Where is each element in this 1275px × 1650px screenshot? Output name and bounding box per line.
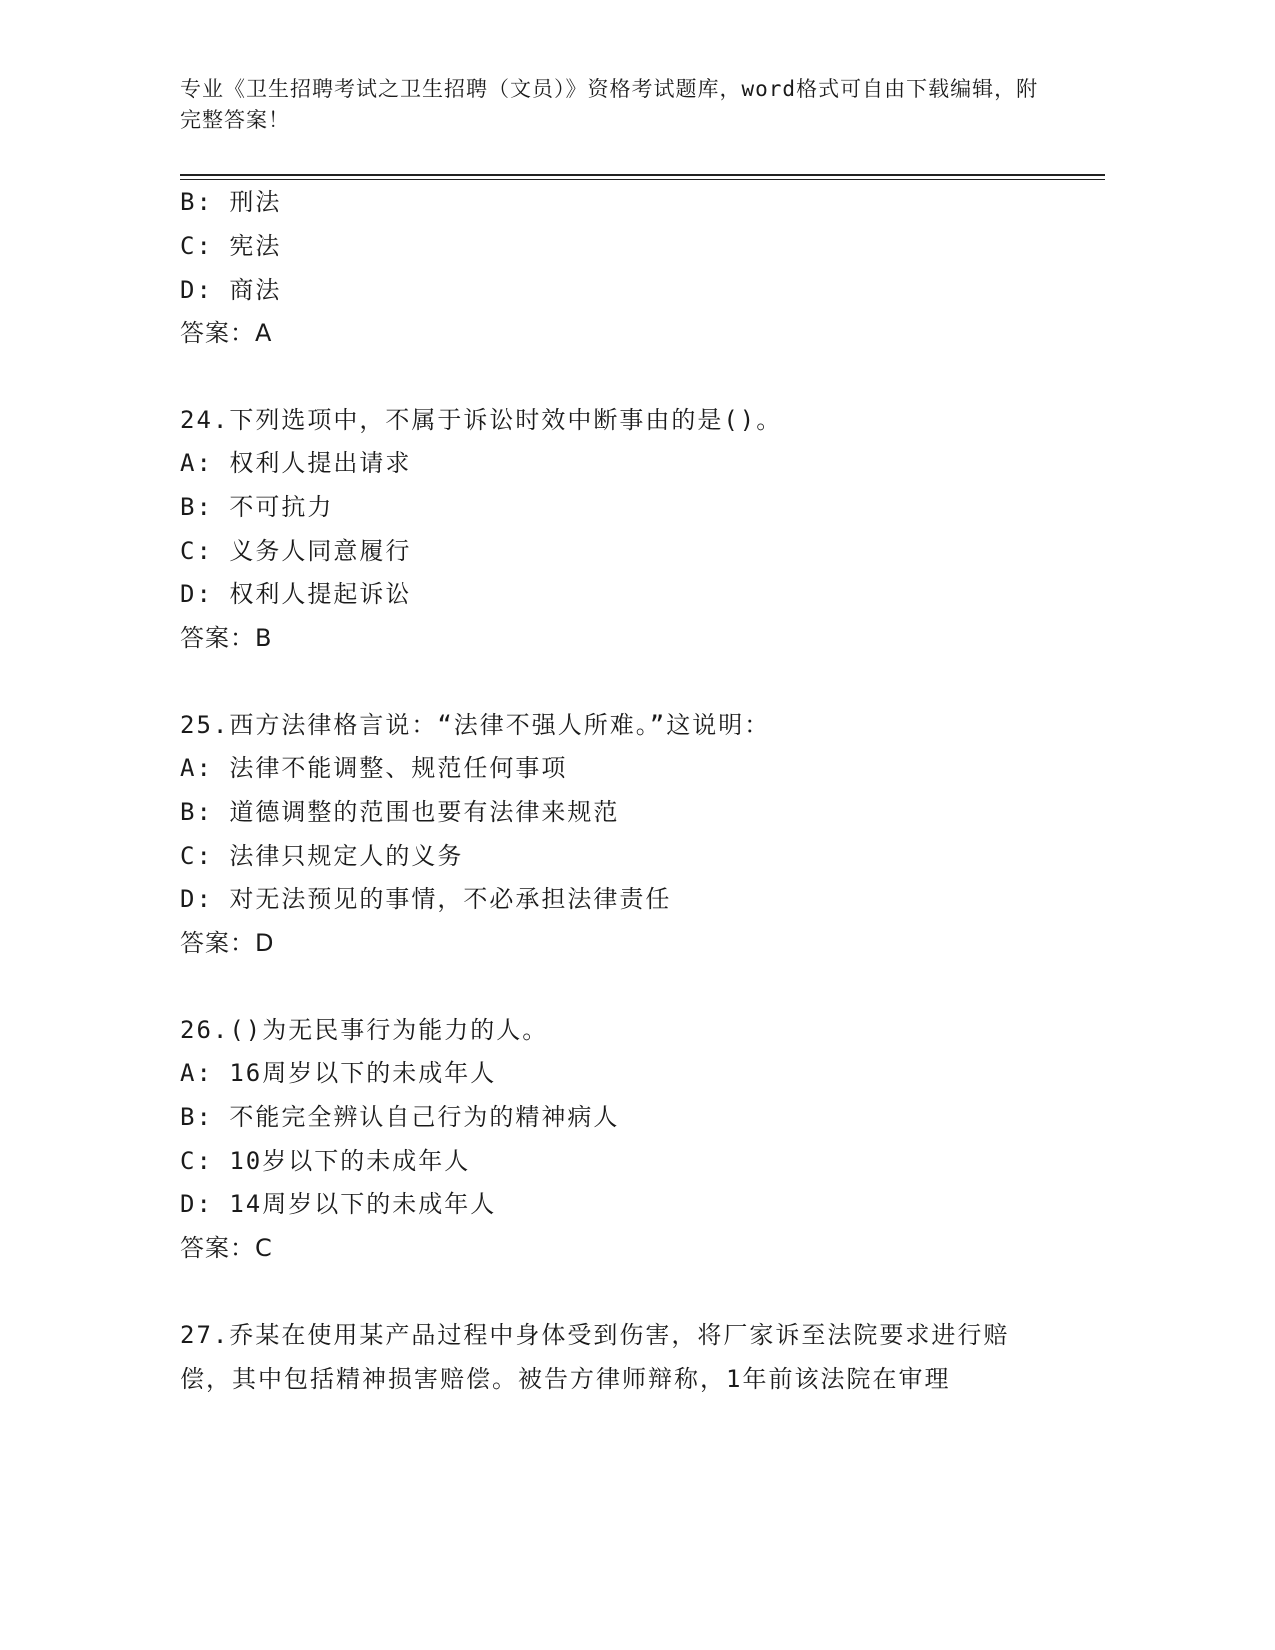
q26-option-a: A: 16周岁以下的未成年人	[180, 1059, 497, 1087]
q23-option-d: D: 商法	[180, 276, 282, 304]
q26-stem: 26.()为无民事行为能力的人。	[180, 1016, 549, 1044]
q25-option-d: D: 对无法预见的事情，不必承担法律责任	[180, 885, 672, 913]
q23-answer: 答案：A	[180, 319, 273, 347]
q23-option-c: C: 宪法	[180, 232, 282, 260]
q25-option-a: A: 法律不能调整、规范任何事项	[180, 754, 568, 782]
q25-option-b: B: 道德调整的范围也要有法律来规范	[180, 798, 620, 826]
q24-answer: 答案：B	[180, 624, 273, 652]
q26-option-c: C: 10岁以下的未成年人	[180, 1147, 471, 1175]
q24-option-d: D: 权利人提起诉讼	[180, 580, 412, 608]
document-header: 专业《卫生招聘考试之卫生招聘（文员）》资格考试题库，word格式可自由下载编辑，附完整答案！	[180, 77, 1039, 132]
q25-option-c: C: 法律只规定人的义务	[180, 842, 464, 870]
q24-option-c: C: 义务人同意履行	[180, 537, 412, 565]
q25-stem: 25.西方法律格言说：“法律不强人所难。”这说明：	[180, 711, 771, 739]
q25-answer: 答案：D	[180, 929, 275, 957]
q24-option-a: A: 权利人提出请求	[180, 449, 412, 477]
q26-option-b: B: 不能完全辨认自己行为的精神病人	[180, 1103, 620, 1131]
q27-stem: 27.乔某在使用某产品过程中身体受到伤害，将厂家诉至法院要求进行赔偿，其中包括精神损害赔偿。被告方律师辩称，1年前该法院在审理	[180, 1321, 1010, 1393]
q26-option-d: D: 14周岁以下的未成年人	[180, 1190, 497, 1218]
q24-stem: 24.下列选项中，不属于诉讼时效中断事由的是()。	[180, 406, 783, 434]
header-divider-thin	[180, 179, 1105, 180]
header-divider-thick	[180, 174, 1105, 176]
q26-answer: 答案：C	[180, 1234, 273, 1262]
q23-option-b: B: 刑法	[180, 188, 282, 216]
q24-option-b: B: 不可抗力	[180, 493, 334, 521]
